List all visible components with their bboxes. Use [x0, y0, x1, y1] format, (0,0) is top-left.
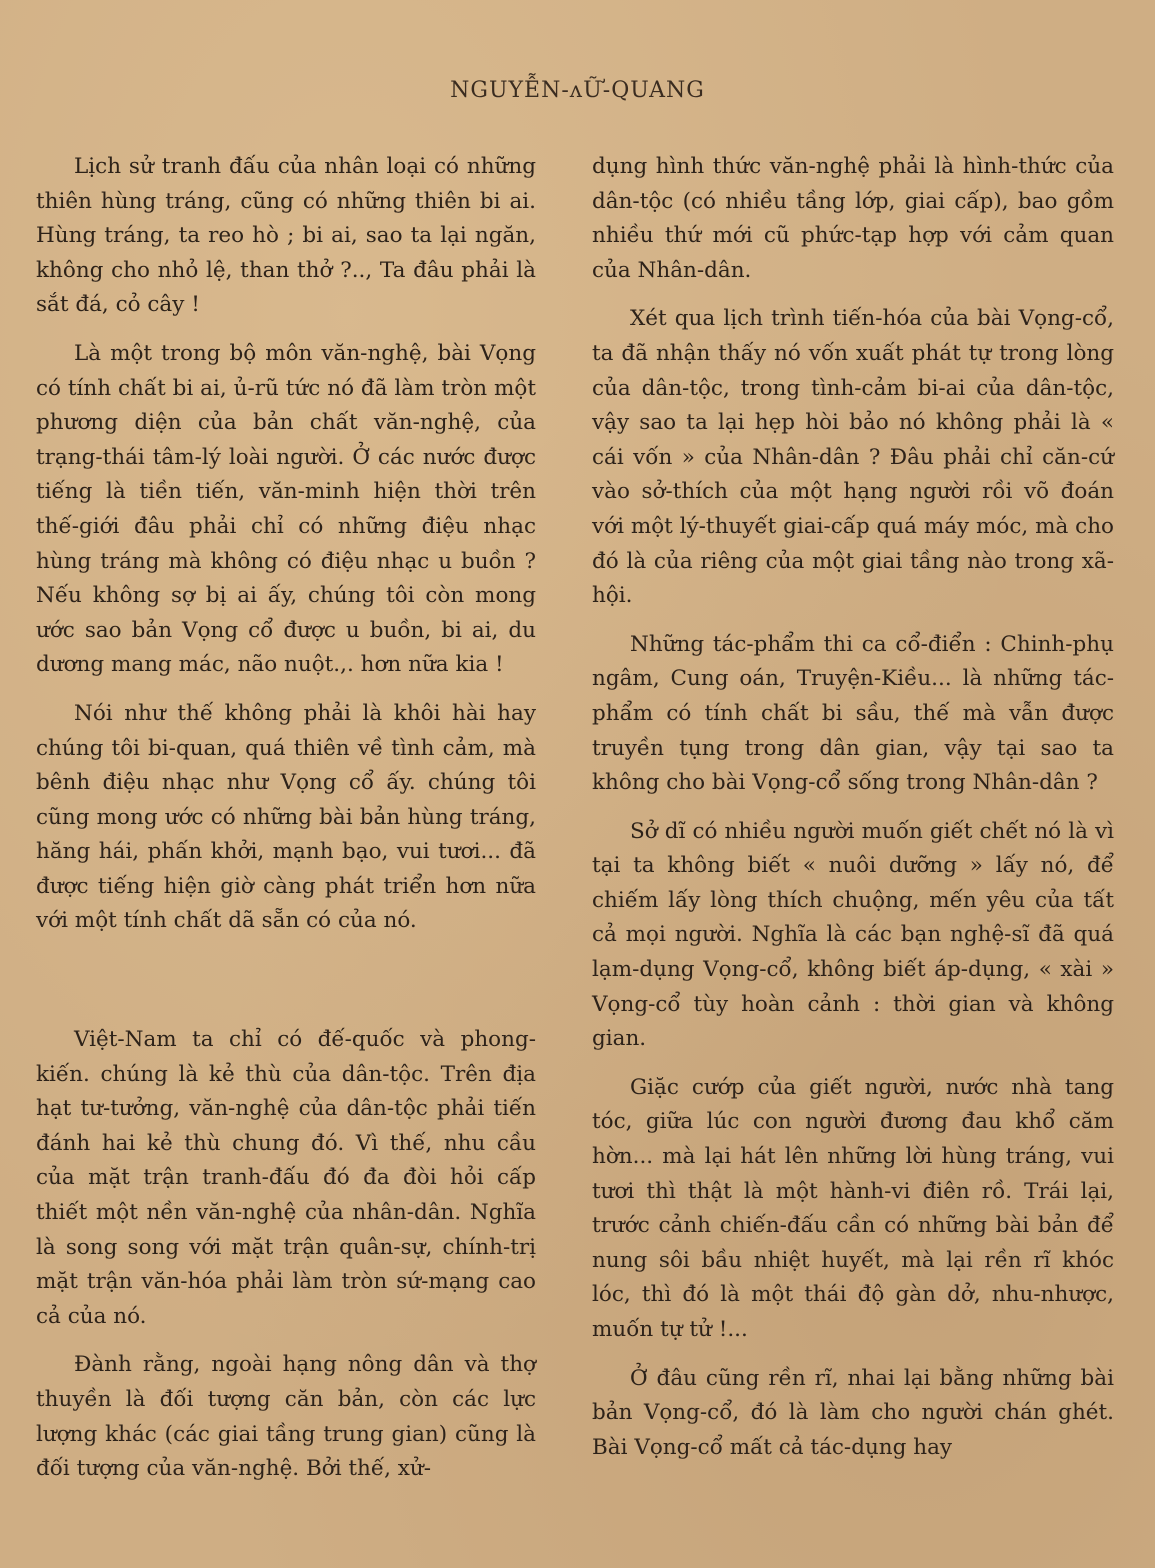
paragraph: Là một trong bộ môn văn-nghệ, bài Vọng có tính chất bi ai, ủ-rũ tức nó đã làm tròn một phương diện của bản chất văn-nghệ, của trạng-thái tâm-lý loài người. Ở các nước được tiếng là tiền tiến, văn-minh hiện thời trên thế-giới đâu phải chỉ có những điệu nhạc hùng tráng mà không có điệu nhạc u buồn ? Nếu không sợ bị ai ấy, chúng tôi còn mong ước sao bản Vọng cổ được u buồn, bi ai, du dương mang mác, não nuột.,. hơn nữa kia ! [36, 340, 536, 678]
paragraph: Sở dĩ có nhiều người muốn giết chết nó là vì tại ta không biết « nuôi dưỡng » lấy nó, để chiếm lấy lòng thích chuộng, mến yêu của tất cả mọi người. Nghĩa là các bạn nghệ-sĩ đã quá lạm-dụng Vọng-cổ, không biết áp-dụng, « xài » Vọng-cổ tùy hoàn cảnh : thời gian và không gian. [592, 818, 1114, 1052]
paragraph-continued: dụng hình thức văn-nghệ phải là hình-thức của dân-tộc (có nhiều tầng lớp, giai cấp), bao gồm nhiều thứ mới cũ phức-tạp hợp với cảm quan của Nhân-dân. [592, 154, 1114, 283]
paragraph: Lịch sử tranh đấu của nhân loại có những thiên hùng tráng, cũng có những thiên bi ai. Hùng tráng, ta reo hò ; bi ai, sao ta lại ngăn, không cho nhỏ lệ, than thở ?.., Ta đâu phải là sắt đá, cỏ cây ! [36, 154, 536, 318]
paragraph: Đành rằng, ngoài hạng nông dân và thợ thuyền là đối tượng căn bản, còn các lực lượng khác (các giai tầng trung gian) cũng là đối tượng của văn-nghệ. Bởi thế, xử- [36, 1352, 536, 1482]
right-column [592, 150, 1114, 1479]
paragraph: Xét qua lịch trình tiến-hóa của bài Vọng-cổ, ta đã nhận thấy nó vốn xuất phát tự trong lòng của dân-tộc, trong tình-cảm bi-ai của dân-tộc, vậy sao ta lại hẹp hòi bảo nó không phải là « cái vốn » của Nhân-dân ? Đâu phải chỉ căn-cứ vào sở-thích của một hạng người rồi võ đoán với một lý-thuyết giai-cấp quá máy móc, mà cho đó là của riêng của một giai tầng nào trong xã-hội. [592, 306, 1114, 609]
section-gap [36, 953, 536, 1023]
paragraph: Những tác-phẩm thi ca cổ-điển : Chinh-phụ ngâm, Cung oán, Truyện-Kiều... là những tác-phẩm có tính chất bi sầu, thế mà vẫn được truyền tụng trong dân gian, vậy tại sao ta không cho bài Vọng-cổ sống trong Nhân-dân ? [592, 631, 1114, 796]
paragraph: Ở đâu cũng rền rĩ, nhai lại bằng những bài bản Vọng-cổ, đó là làm cho người chán ghét. Bài Vọng-cổ mất cả tác-dụng hay [592, 1365, 1114, 1460]
paragraph: Việt-Nam ta chỉ có đế-quốc và phong-kiến. chúng là kẻ thù của dân-tộc. Trên địa hạt tư-tưởng, văn-nghệ của dân-tộc phải tiến đánh hai kẻ thù chung đó. Vì thế, nhu cầu của mặt trận tranh-đấu đó đa đòi hỏi cấp thiết một nền văn-nghệ của nhân-dân. Nghĩa là song song với mặt trận quân-sự, chính-trị mặt trận văn-hóa phải làm tròn sứ-mạng cao cả của nó. [36, 1027, 536, 1329]
running-header: NGUYỄN-ʌỮ-QUANG [450, 78, 705, 103]
left-column [36, 150, 536, 1501]
paragraph: Giặc cướp của giết người, nước nhà tang tóc, giữa lúc con người đương đau khổ căm hờn... mà lại hát lên những lời hùng tráng, vui tươi thì thật là một hành-vi điên rồ. Trái lại, trước cảnh chiến-đấu cần có những bài bản để nung sôi bầu nhiệt huyết, mà lại rền rĩ khóc lóc, thì đó là một thái độ gàn dở, nhu-nhược, muốn tự tử !... [592, 1074, 1114, 1342]
paragraph: Nói như thế không phải là khôi hài hay chúng tôi bi-quan, quá thiên về tình cảm, mà bênh điệu nhạc như Vọng cổ ấy. chúng tôi cũng mong ước có những bài bản hùng tráng, hăng hái, phấn khởi, mạnh bạo, vui tươi... đã được tiếng hiện giờ càng phát triển hơn nữa với một tính chất dã sẵn có của nó. [36, 700, 536, 934]
